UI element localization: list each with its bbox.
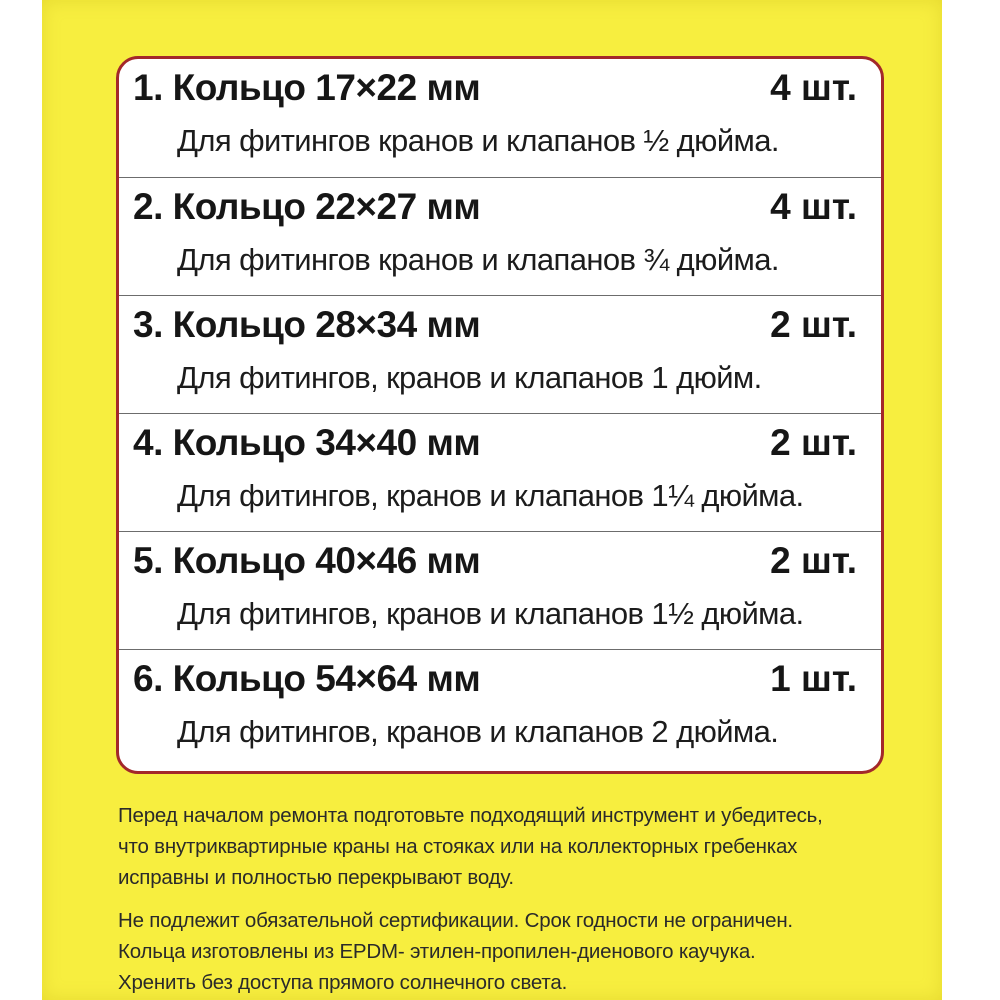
ring-list-panel bbox=[116, 56, 884, 774]
ring-description: Для фитингов кранов и клапанов ¾ дюйма. bbox=[177, 242, 779, 277]
note-line: Кольца изготовлены из EPDM- этилен-пропилен-диенового каучука. bbox=[118, 940, 756, 963]
ring-row-4 bbox=[119, 413, 881, 531]
ring-description: Для фитингов, кранов и клапанов 2 дюйма. bbox=[177, 714, 779, 749]
ring-description: Для фитингов, кранов и клапанов 1½ дюйма. bbox=[177, 596, 804, 631]
note-line: что внутриквартирные краны на стояках или на коллекторных гребенках bbox=[118, 835, 798, 858]
note-line: исправны и полностью перекрывают воду. bbox=[118, 866, 514, 889]
ring-quantity: 2 шт. bbox=[770, 422, 857, 463]
ring-title: 5. Кольцо 40×46 мм bbox=[133, 540, 481, 581]
note-line: Хренить без доступа прямого солнечного света. bbox=[118, 971, 568, 994]
ring-title: 1. Кольцо 17×22 мм bbox=[133, 67, 481, 108]
ring-title: 2. Кольцо 22×27 мм bbox=[133, 186, 481, 227]
ring-title: 3. Кольцо 28×34 мм bbox=[133, 304, 481, 345]
ring-row-3 bbox=[119, 295, 881, 413]
ring-quantity: 4 шт. bbox=[770, 67, 857, 108]
ring-title: 4. Кольцо 34×40 мм bbox=[133, 422, 481, 463]
note-line: Перед началом ремонта подготовьте подходящий инструмент и убедитесь, bbox=[118, 804, 823, 827]
ring-description: Для фитингов кранов и клапанов ½ дюйма. bbox=[177, 123, 779, 158]
ring-quantity: 1 шт. bbox=[770, 658, 857, 699]
ring-quantity: 2 шт. bbox=[770, 540, 857, 581]
note-line: Не подлежит обязательной сертификации. Срок годности не ограничен. bbox=[118, 909, 793, 932]
ring-row-2 bbox=[119, 177, 881, 295]
ring-quantity: 4 шт. bbox=[770, 186, 857, 227]
ring-title: 6. Кольцо 54×64 мм bbox=[133, 658, 481, 699]
ring-description: Для фитингов, кранов и клапанов 1 дюйм. bbox=[177, 360, 762, 395]
ring-row-6 bbox=[119, 649, 881, 767]
ring-row-1 bbox=[119, 59, 881, 177]
note-spacer bbox=[118, 893, 878, 905]
preparation-note bbox=[118, 800, 878, 893]
ring-quantity: 2 шт. bbox=[770, 304, 857, 345]
notes-section bbox=[118, 800, 878, 998]
ring-row-5 bbox=[119, 531, 881, 649]
certification-note bbox=[118, 905, 878, 998]
ring-description: Для фитингов, кранов и клапанов 1¼ дюйма. bbox=[177, 478, 804, 513]
